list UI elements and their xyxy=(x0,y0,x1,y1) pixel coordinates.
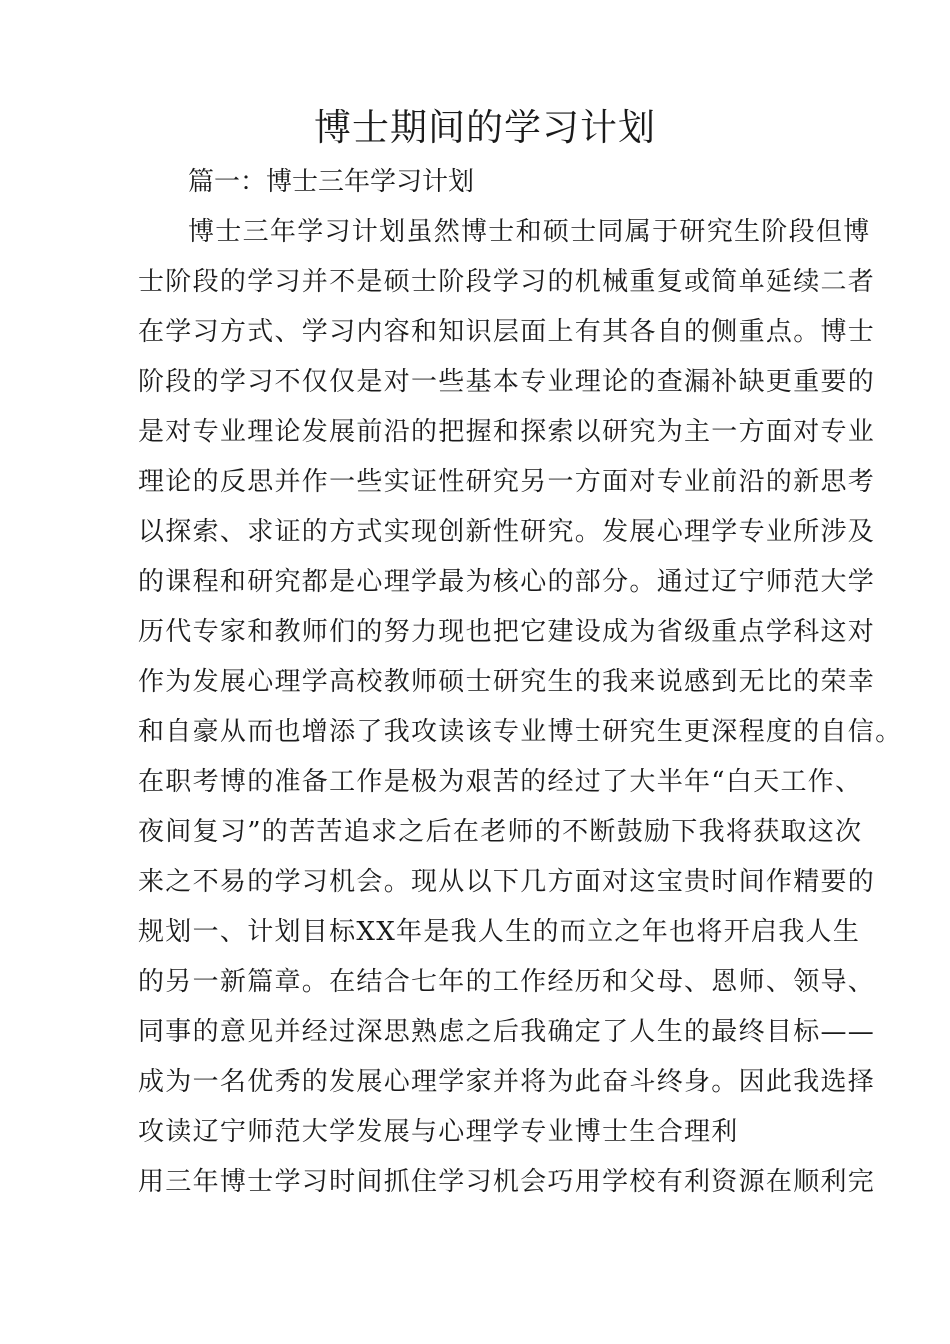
paragraph-line: 成为一名优秀的发展心理学家并将为此奋斗终身。因此我选择 xyxy=(138,1067,876,1097)
paragraph-line: 历代专家和教师们的努力现也把它建设成为省级重点学科这对 xyxy=(138,617,876,647)
paragraph-line: 阶段的学习不仅仅是对一些基本专业理论的查漏补缺更重要的 xyxy=(138,367,876,397)
paragraph-line: 的另一新篇章。在结合七年的工作经历和父母、恩师、领导、 xyxy=(138,967,876,997)
paragraph-line: 在学习方式、学习内容和知识层面上有其各自的侧重点。博士 xyxy=(138,317,876,347)
paragraph-line: 和自豪从而也增添了我攻读该专业博士研究生更深程度的自信。 xyxy=(138,717,903,747)
paragraph-line: 的课程和研究都是心理学最为核心的部分。通过辽宁师范大学 xyxy=(138,567,876,597)
paragraph-line: 在职考博的准备工作是极为艰苦的经过了大半年“白天工作、 xyxy=(138,767,863,797)
paragraph-line: 来之不易的学习机会。现从以下几方面对这宝贵时间作精要的 xyxy=(138,867,876,897)
paragraph-line: 以探索、求证的方式实现创新性研究。发展心理学专业所涉及 xyxy=(138,517,876,547)
paragraph-line: 攻读辽宁师范大学发展与心理学专业博士生合理利 xyxy=(138,1117,739,1147)
section-heading: 篇一：博士三年学习计划 xyxy=(188,167,475,197)
paragraph-line: 博士三年学习计划虽然博士和硕士同属于研究生阶段但博 xyxy=(188,217,871,247)
paragraph-line: 同事的意见并经过深思熟虑之后我确定了人生的最终目标—— xyxy=(138,1017,876,1047)
paragraph-line: 夜间复习”的苦苦追求之后在老师的不断鼓励下我将获取这次 xyxy=(138,817,863,847)
paragraph-line: 士阶段的学习并不是硕士阶段学习的机械重复或简单延续二者 xyxy=(138,267,876,297)
paragraph-line: 规划一、计划目标XX年是我人生的而立之年也将开启我人生 xyxy=(138,917,861,947)
paragraph-line: 理论的反思并作一些实证性研究另一方面对专业前沿的新思考 xyxy=(138,467,876,497)
paragraph-line: 是对专业理论发展前沿的把握和探索以研究为主一方面对专业 xyxy=(138,417,876,447)
document-title: 博士期间的学习计划 xyxy=(314,106,656,149)
paragraph-line: 作为发展心理学高校教师硕士研究生的我来说感到无比的荣幸 xyxy=(138,667,876,697)
paragraph-line: 用三年博士学习时间抓住学习机会巧用学校有利资源在顺利完 xyxy=(138,1167,876,1197)
